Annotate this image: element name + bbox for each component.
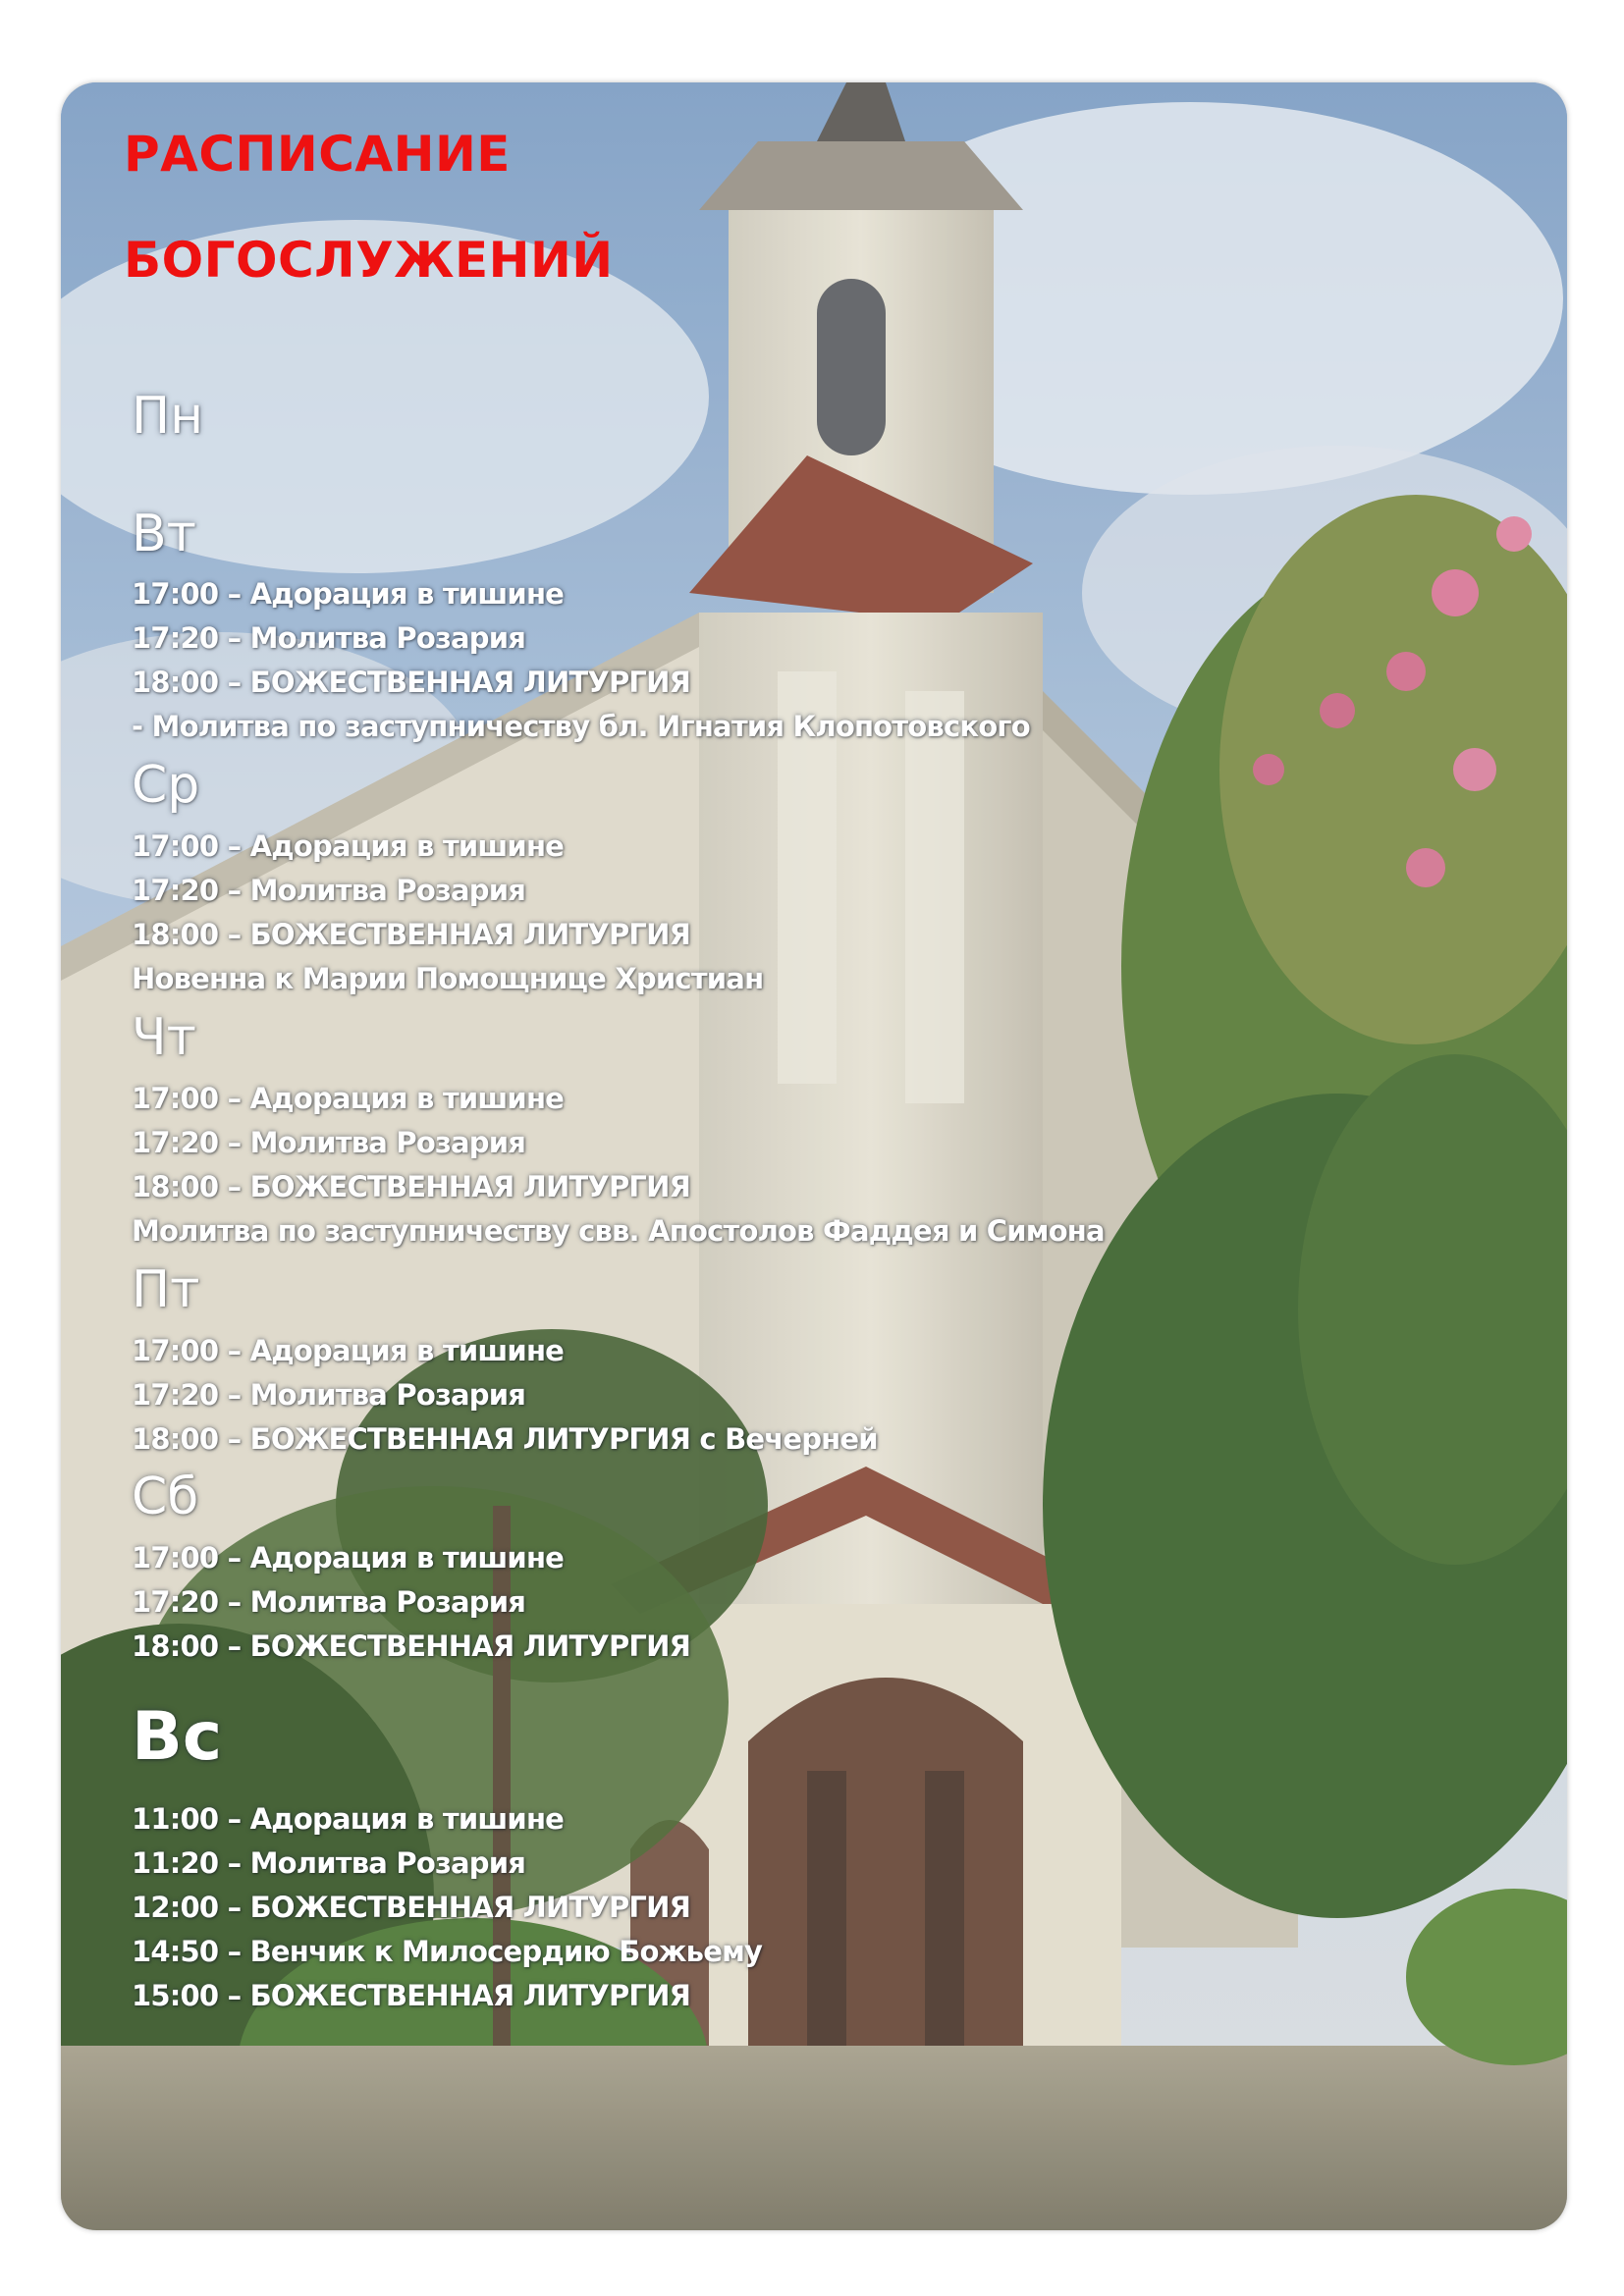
schedule-item: 17:00 – Адорация в тишине <box>132 1334 565 1367</box>
schedule-item: 11:00 – Адорация в тишине <box>132 1802 565 1836</box>
schedule-item: 17:00 – Адорация в тишине <box>132 577 565 611</box>
schedule-item: 17:00 – Адорация в тишине <box>132 1082 565 1115</box>
schedule-item: - Молитва по заступничеству бл. Игнатия Клопотовского <box>132 710 1030 743</box>
schedule-item: Молитва по заступничеству свв. Апостолов Фаддея и Симона <box>132 1214 1105 1248</box>
day-heading-friday: Пт <box>132 1260 200 1319</box>
schedule-item: 14:50 – Венчик к Милосердию Божьему <box>132 1935 763 1968</box>
schedule-item: 11:20 – Молитва Розария <box>132 1846 526 1880</box>
day-heading-saturday: Сб <box>132 1468 199 1526</box>
day-heading-tuesday: Вт <box>132 505 196 563</box>
schedule-item: 12:00 – БОЖЕСТВЕННАЯ ЛИТУРГИЯ <box>132 1891 691 1924</box>
schedule-item: 17:20 – Молитва Розария <box>132 1378 526 1412</box>
schedule-item: 18:00 – БОЖЕСТВЕННАЯ ЛИТУРГИЯ <box>132 918 691 951</box>
schedule-item: 17:00 – Адорация в тишине <box>132 1541 565 1575</box>
day-heading-thursday: Чт <box>132 1008 196 1067</box>
schedule-item: 17:20 – Молитва Розария <box>132 1585 526 1619</box>
schedule-card <box>61 82 1567 2230</box>
day-heading-monday: Пн <box>132 387 204 446</box>
schedule-item: 18:00 – БОЖЕСТВЕННАЯ ЛИТУРГИЯ с Вечерней <box>132 1422 878 1456</box>
schedule-item: 17:00 – Адорация в тишине <box>132 829 565 863</box>
day-heading-sunday: Вс <box>132 1698 223 1776</box>
day-heading-wednesday: Ср <box>132 756 200 815</box>
schedule-item: 18:00 – БОЖЕСТВЕННАЯ ЛИТУРГИЯ <box>132 1629 691 1663</box>
schedule-item: 17:20 – Молитва Розария <box>132 874 526 907</box>
page-title-line-1: РАСПИСАНИЕ <box>124 126 511 183</box>
schedule-item: Новенна к Марии Помощнице Христиан <box>132 962 764 995</box>
schedule-item: 15:00 – БОЖЕСТВЕННАЯ ЛИТУРГИЯ <box>132 1979 691 2012</box>
schedule-item: 18:00 – БОЖЕСТВЕННАЯ ЛИТУРГИЯ <box>132 666 691 699</box>
schedule-item: 18:00 – БОЖЕСТВЕННАЯ ЛИТУРГИЯ <box>132 1170 691 1203</box>
schedule-item: 17:20 – Молитва Розария <box>132 1126 526 1159</box>
page-title-line-2: БОГОСЛУЖЕНИЙ <box>124 232 614 289</box>
schedule <box>61 82 1567 2230</box>
schedule-item: 17:20 – Молитва Розария <box>132 621 526 655</box>
